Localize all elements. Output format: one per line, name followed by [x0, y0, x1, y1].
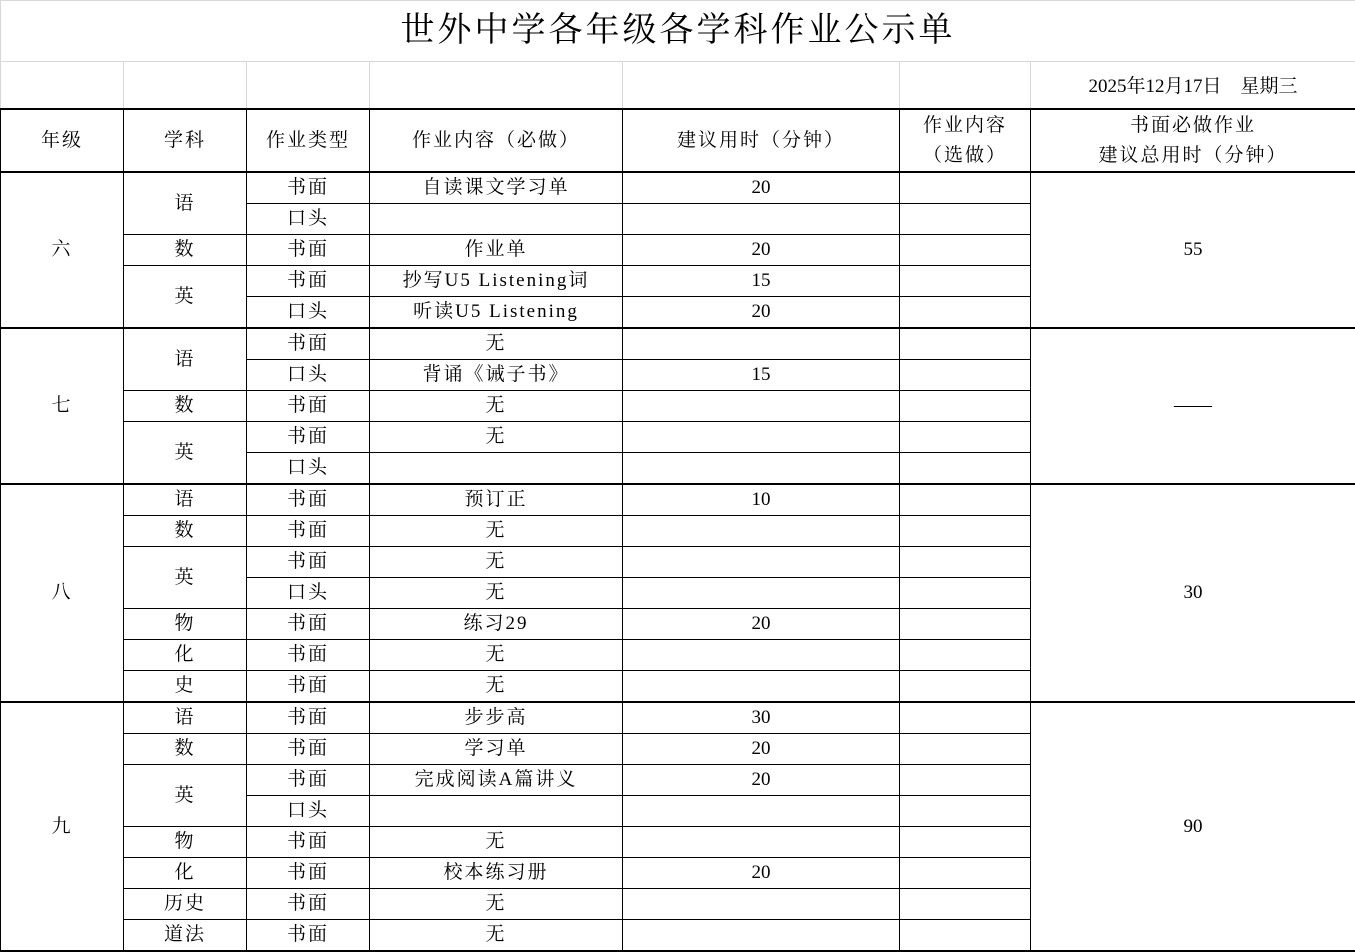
- grade-cell: 七: [1, 328, 124, 484]
- time-cell: 20: [623, 235, 900, 266]
- table-row: [1, 172, 1355, 204]
- content-cell: 无: [370, 889, 623, 920]
- type-cell: 书面: [247, 547, 370, 578]
- type-cell: 书面: [247, 516, 370, 547]
- table-row: [1, 328, 1355, 360]
- content-cell: 学习单: [370, 734, 623, 765]
- header-grade: 年级: [1, 109, 124, 172]
- table-row: [1, 484, 1355, 516]
- content-cell: 背诵《诫子书》: [370, 360, 623, 391]
- subject-cell: 数: [124, 734, 247, 765]
- grade-cell: 九: [1, 702, 124, 951]
- time-cell: 20: [623, 765, 900, 796]
- type-cell: 口头: [247, 453, 370, 485]
- content-cell: 自读课文学习单: [370, 172, 623, 204]
- time-cell: [623, 578, 900, 609]
- time-cell: [623, 827, 900, 858]
- subject-cell: 化: [124, 640, 247, 671]
- content-cell: 听读U5 Listening: [370, 297, 623, 329]
- time-cell: 20: [623, 858, 900, 889]
- time-cell: 20: [623, 172, 900, 204]
- subject-cell: 物: [124, 609, 247, 640]
- subject-cell: 英: [124, 266, 247, 329]
- content-cell: 无: [370, 516, 623, 547]
- content-cell: 无: [370, 547, 623, 578]
- type-cell: 书面: [247, 640, 370, 671]
- header-type: 作业类型: [247, 109, 370, 172]
- content-cell: 作业单: [370, 235, 623, 266]
- optional-content-cell: [900, 578, 1031, 609]
- subject-cell: 历史: [124, 889, 247, 920]
- subject-cell: 语: [124, 702, 247, 734]
- content-cell: [370, 453, 623, 485]
- content-cell: 抄写U5 Listening词: [370, 266, 623, 297]
- empty-cell: [124, 62, 247, 110]
- content-cell: 无: [370, 391, 623, 422]
- optional-content-cell: [900, 422, 1031, 453]
- optional-content-cell: [900, 328, 1031, 360]
- optional-content-cell: [900, 796, 1031, 827]
- empty-cell: [370, 62, 623, 110]
- type-cell: 书面: [247, 889, 370, 920]
- type-cell: 书面: [247, 484, 370, 516]
- content-cell: 预订正: [370, 484, 623, 516]
- type-cell: 书面: [247, 609, 370, 640]
- empty-cell: [247, 62, 370, 110]
- optional-content-cell: [900, 391, 1031, 422]
- header-total-line1: 书面必做作业: [1031, 111, 1355, 141]
- subject-cell: 物: [124, 827, 247, 858]
- optional-content-cell: [900, 765, 1031, 796]
- subject-cell: 英: [124, 547, 247, 609]
- title-row: [1, 1, 1355, 62]
- subject-cell: 道法: [124, 920, 247, 952]
- time-cell: [623, 796, 900, 827]
- date-label: 2025年12月17日 星期三: [1031, 62, 1355, 110]
- type-cell: 书面: [247, 391, 370, 422]
- type-cell: 书面: [247, 734, 370, 765]
- type-cell: 书面: [247, 702, 370, 734]
- total-time-cell: 55: [1031, 172, 1355, 328]
- content-cell: 无: [370, 422, 623, 453]
- header-content-optional-line1: 作业内容: [900, 111, 1030, 141]
- header-row: [1, 109, 1355, 172]
- optional-content-cell: [900, 734, 1031, 765]
- header-content-optional: [900, 109, 1031, 172]
- optional-content-cell: [900, 671, 1031, 703]
- header-total-time: [1031, 109, 1355, 172]
- subject-cell: 语: [124, 328, 247, 391]
- type-cell: 书面: [247, 765, 370, 796]
- optional-content-cell: [900, 889, 1031, 920]
- grade-cell: 六: [1, 172, 124, 328]
- optional-content-cell: [900, 297, 1031, 329]
- time-cell: [623, 453, 900, 485]
- type-cell: 书面: [247, 328, 370, 360]
- table-row: [1, 702, 1355, 734]
- subject-cell: 数: [124, 391, 247, 422]
- content-cell: 练习29: [370, 609, 623, 640]
- optional-content-cell: [900, 609, 1031, 640]
- type-cell: 口头: [247, 360, 370, 391]
- content-cell: [370, 204, 623, 235]
- time-cell: 30: [623, 702, 900, 734]
- table-body: [1, 172, 1355, 951]
- time-cell: [623, 547, 900, 578]
- type-cell: 书面: [247, 858, 370, 889]
- type-cell: 口头: [247, 578, 370, 609]
- optional-content-cell: [900, 453, 1031, 485]
- total-time-cell: 90: [1031, 702, 1355, 951]
- optional-content-cell: [900, 360, 1031, 391]
- time-cell: [623, 671, 900, 703]
- time-cell: 15: [623, 360, 900, 391]
- optional-content-cell: [900, 827, 1031, 858]
- type-cell: 书面: [247, 827, 370, 858]
- subject-cell: 语: [124, 172, 247, 235]
- content-cell: 无: [370, 578, 623, 609]
- subject-cell: 语: [124, 484, 247, 516]
- subject-cell: 英: [124, 422, 247, 485]
- time-cell: [623, 920, 900, 952]
- content-cell: [370, 796, 623, 827]
- type-cell: 书面: [247, 671, 370, 703]
- date-row: [1, 62, 1355, 110]
- time-cell: [623, 516, 900, 547]
- type-cell: 口头: [247, 796, 370, 827]
- subject-cell: 史: [124, 671, 247, 703]
- time-cell: [623, 422, 900, 453]
- type-cell: 书面: [247, 235, 370, 266]
- optional-content-cell: [900, 702, 1031, 734]
- time-cell: 20: [623, 609, 900, 640]
- optional-content-cell: [900, 172, 1031, 204]
- time-cell: [623, 640, 900, 671]
- time-cell: 15: [623, 266, 900, 297]
- header-total-line2: 建议总用时（分钟）: [1031, 141, 1355, 171]
- time-cell: [623, 391, 900, 422]
- optional-content-cell: [900, 235, 1031, 266]
- type-cell: 口头: [247, 297, 370, 329]
- header-content-optional-line2: （选做）: [900, 141, 1030, 171]
- page-title: 世外中学各年级各学科作业公示单: [1, 1, 1355, 62]
- time-cell: 20: [623, 734, 900, 765]
- empty-cell: [623, 62, 900, 110]
- type-cell: 书面: [247, 422, 370, 453]
- content-cell: 步步高: [370, 702, 623, 734]
- content-cell: 校本练习册: [370, 858, 623, 889]
- subject-cell: 数: [124, 235, 247, 266]
- subject-cell: 数: [124, 516, 247, 547]
- type-cell: 书面: [247, 266, 370, 297]
- optional-content-cell: [900, 920, 1031, 952]
- header-subject: 学科: [124, 109, 247, 172]
- subject-cell: 英: [124, 765, 247, 827]
- time-cell: [623, 889, 900, 920]
- type-cell: 书面: [247, 172, 370, 204]
- optional-content-cell: [900, 516, 1031, 547]
- content-cell: 无: [370, 640, 623, 671]
- content-cell: 完成阅读A篇讲义: [370, 765, 623, 796]
- total-time-cell: ——: [1031, 328, 1355, 484]
- empty-cell: [900, 62, 1031, 110]
- time-cell: 10: [623, 484, 900, 516]
- optional-content-cell: [900, 547, 1031, 578]
- content-cell: 无: [370, 827, 623, 858]
- total-time-cell: 30: [1031, 484, 1355, 702]
- content-cell: 无: [370, 920, 623, 952]
- optional-content-cell: [900, 640, 1031, 671]
- optional-content-cell: [900, 266, 1031, 297]
- type-cell: 书面: [247, 920, 370, 952]
- optional-content-cell: [900, 484, 1031, 516]
- empty-cell: [1, 62, 124, 110]
- header-content-required: 作业内容（必做）: [370, 109, 623, 172]
- content-cell: 无: [370, 328, 623, 360]
- time-cell: 20: [623, 297, 900, 329]
- type-cell: 口头: [247, 204, 370, 235]
- time-cell: [623, 204, 900, 235]
- content-cell: 无: [370, 671, 623, 703]
- optional-content-cell: [900, 858, 1031, 889]
- header-suggested-time: 建议用时（分钟）: [623, 109, 900, 172]
- grade-cell: 八: [1, 484, 124, 702]
- optional-content-cell: [900, 204, 1031, 235]
- subject-cell: 化: [124, 858, 247, 889]
- time-cell: [623, 328, 900, 360]
